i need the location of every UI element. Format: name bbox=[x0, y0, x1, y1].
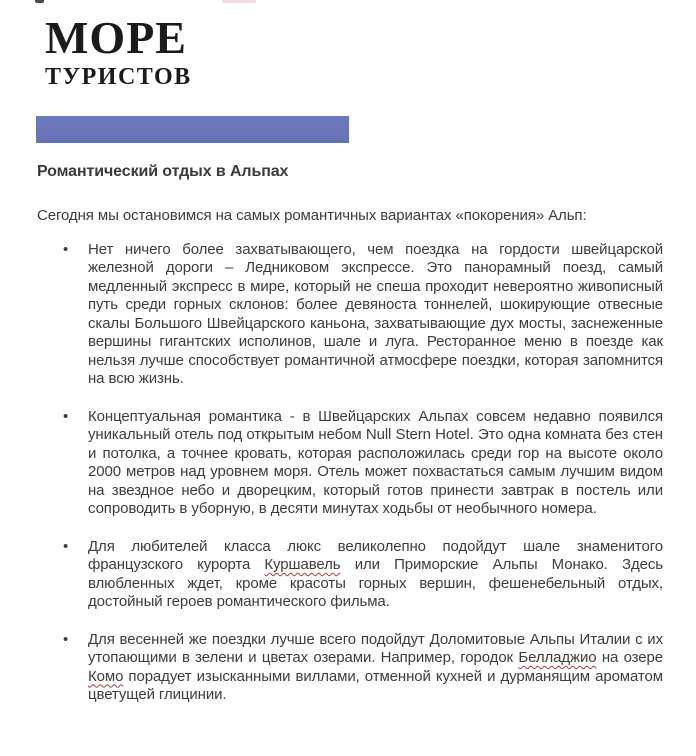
cropped-ui-fragment bbox=[222, 0, 256, 3]
misspelled-word: Комо bbox=[88, 667, 124, 685]
article-body bbox=[37, 162, 663, 724]
bullet-text: Для любителей класса люкс великолепно подойдут шале знаменитого французского курорта bbox=[88, 537, 663, 573]
bullet-list bbox=[37, 241, 663, 705]
site-logo bbox=[45, 12, 192, 90]
bullet-text: на озере bbox=[596, 649, 663, 666]
bullet-text: или Приморские Альпы Монако. Здесь влюбленных ждет, кроме красоты горных вершин, фешенебельный отдых, достойный героев романтического фильма. bbox=[88, 556, 663, 610]
misspelled-word: Куршавель bbox=[264, 556, 341, 573]
list-item-dolomites bbox=[37, 631, 663, 705]
bullet-text: Для весенней же поездки лучше всего подойдут Доломитовые Альпы Италии с их утопающими в зелени и цветах озерами. Например, городок bbox=[88, 630, 663, 666]
list-item-glacier-express bbox=[37, 241, 663, 389]
bullet-text: Нет ничего более захватывающего, чем поездка на гордости швейцарской железной дороги – Ледниковом экспрессе. Это панорамный поезд, самый медленный экспресс в мире, который не спеша проходит невероятно живописный путь среди горных склонов: более девяноста тоннелей, шокирующие отвесные скалы Большого Швейцарского каньона, захватывающие дух мосты, заснеженные вершины гигантских исполинов, шале и луга. Ресторанное меню в поезде как нельзя лучше способствует романтичной атмосфере поездки, которая запомнится на всю жизнь. bbox=[88, 240, 663, 387]
list-item-courchevel bbox=[37, 538, 663, 612]
article-heading: Романтический отдых в Альпах bbox=[37, 163, 289, 180]
list-item-null-stern-hotel bbox=[37, 408, 663, 519]
decorative-banner bbox=[36, 116, 349, 143]
logo-title: МОРЕ bbox=[45, 12, 187, 63]
cropped-ui-fragment bbox=[35, 0, 44, 3]
misspelled-word: Белладжио bbox=[518, 649, 597, 666]
bullet-text: порадует изысканными виллами, отменной кухней и дурманящим ароматом цветущей глицинии. bbox=[88, 667, 663, 703]
intro-paragraph: Сегодня мы остановимся на самых романтичных вариантах «покорения» Альп: bbox=[37, 207, 587, 224]
bullet-text: Концептуальная романтика - в Швейцарских Альпах совсем недавно появился уникальный отель под открытым небом Null Stern Hotel. Это одна комната без стен и потолка, а точнее кровать, которая расположилась среди гор на высоте около 2000 метров над уровнем моря. Отель может похвастаться самым лучшим видом на звездное небо и дворецким, который готов принести завтрак в постель или сопроводить в уборную, в десяти минутах ходьбы от необычного номера. bbox=[88, 407, 663, 517]
logo-subtitle: ТУРИСТОВ bbox=[45, 64, 192, 90]
